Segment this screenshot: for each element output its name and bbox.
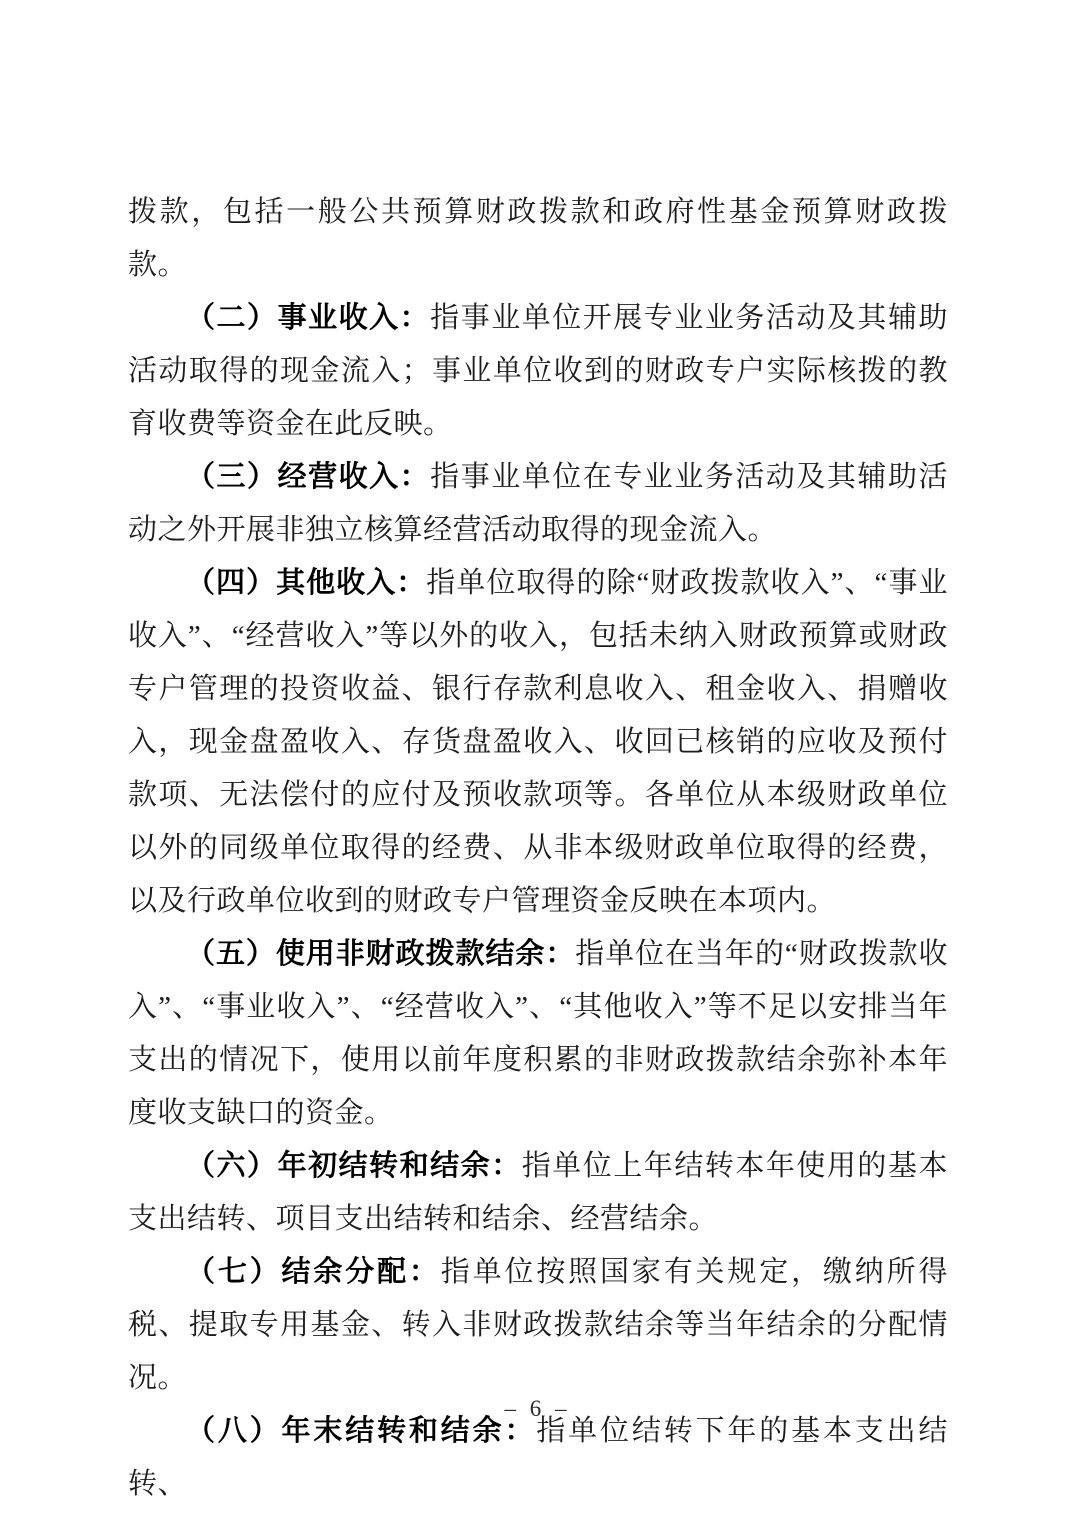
document-body-text [128, 186, 948, 1511]
item-number-label: （三） [186, 461, 278, 493]
definition-term: 经营收入： [277, 461, 431, 493]
page-number: – 6 – [504, 1396, 571, 1421]
definition-term: 事业收入： [277, 302, 431, 334]
paragraph-text: 拨款，包括一般公共预算财政拨款和政府性基金预算财政拨款。 [128, 196, 948, 281]
item-number-label: （四） [186, 567, 277, 599]
definition-term: 年末结转和结余： [281, 1415, 537, 1447]
item-number-label: （六） [186, 1150, 278, 1182]
definition-text: 指单位按照国家有关规定，缴纳所得税、提取专用基金、转入非财政拨款结余等当年结余的分配情况。 [128, 1256, 948, 1394]
definition-text: 指单位结转下年的基本支出结转、 [128, 1415, 948, 1500]
definition-text: 指事业单位在专业业务活动及其辅助活动之外开展非独立核算经营活动取得的现金流入。 [128, 461, 948, 546]
definition-text: 指单位在当年的“财政拨款收入”、“事业收入”、“经营收入”、“其他收入”等不足以安排当年支出的情况下，使用以前年度积累的非财政拨款结余弥补本年度收支缺口的资金。 [128, 938, 948, 1129]
item-number-label: （七） [186, 1256, 282, 1288]
definition-item-7 [128, 1246, 948, 1405]
paragraph-continuation [128, 186, 948, 292]
definition-text: 指单位取得的除“财政拨款收入”、“事业收入”、“经营收入”等以外的收入，包括未纳入财政预算或财政专户管理的投资收益、银行存款利息收入、租金收入、捐赠收入，现金盘盈收入、存货盘盈收入、收回已核销的应收及预付款项、无法偿付的应付及预收款项等。各单位从本级财政单位以外的同级单位取得的经费、从非本级财政单位取得的经费，以及行政单位收到的财政专户管理资金反映在本项内。 [128, 567, 948, 917]
item-number-label: （五） [186, 938, 276, 970]
definition-term: 使用非财政拨款结余： [275, 938, 576, 970]
definition-item-2 [128, 292, 948, 451]
definition-item-5 [128, 928, 948, 1140]
definition-term: 年初结转和结余： [277, 1150, 522, 1182]
definition-text: 指单位上年结转本年使用的基本支出结转、项目支出结转和结余、经营结余。 [128, 1150, 948, 1235]
definition-item-6 [128, 1140, 948, 1246]
definition-item-4 [128, 557, 948, 928]
definition-term: 结余分配： [281, 1256, 441, 1288]
item-number-label: （二） [186, 302, 278, 334]
definition-item-3 [128, 451, 948, 557]
definition-text: 指事业单位开展专业业务活动及其辅助活动取得的现金流入；事业单位收到的财政专户实际核拨的教育收费等资金在此反映。 [128, 302, 948, 440]
definition-term: 其他收入： [276, 567, 427, 599]
item-number-label: （八） [186, 1415, 282, 1447]
